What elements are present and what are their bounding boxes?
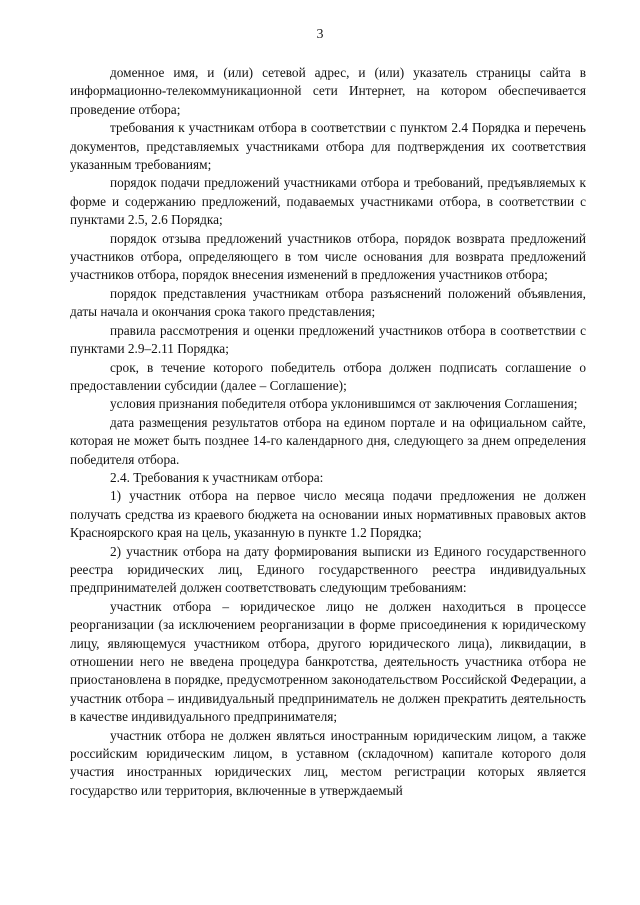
paragraph: порядок подачи предложений участниками отбора и требований, предъявляемых к форме и содержанию предложений, подаваемых участниками отбора, в соответствии с пунктами 2.5, 2.6 Порядка; — [70, 175, 586, 228]
page-number: 3 — [316, 27, 324, 42]
paragraph: условия признания победителя отбора уклонившимся от заключения Соглашения; — [110, 396, 578, 412]
paragraph: доменное имя, и (или) сетевой адрес, и (или) указатель страницы сайта в информационно-телекоммуникационной сети Интернет, на котором обеспечивается проведение отбора; — [70, 65, 586, 117]
paragraph: участник отбора не должен являться иностранным юридическим лицом, а также российским юридическим лицом, в уставном (складочном) капитале которого доля участия иностранных юридических лиц, местом регистрации которых является государство или территория, включенные в утверждаемый — [70, 727, 586, 798]
paragraph: срок, в течение которого победитель отбора должен подписать соглашение о предоставлении субсидии (далее – Соглашение); — [70, 359, 586, 393]
paragraph: 2) участник отбора на дату формирования выписки из Единого государственного реестра юридических лиц, Единого государственного реестра индивидуальных предпринимателей должен соответствовать следующим требованиям: — [70, 543, 586, 596]
paragraph: участник отбора – юридическое лицо не должен находиться в процессе реорганизации (за исключением реорганизации в форме присоединения к юридическому лицу, являющемуся участником отбора, другого юридического лица), ликвидации, в отношении него не введена процедура банкротства, деятельность участника отбора не приостановлена в порядке, предусмотренном законодательством Российской Федерации, а участник отбора – индивидуальный предприниматель не должен прекратить деятельность в качестве индивидуального предпринимателя; — [70, 598, 586, 725]
paragraph: требования к участникам отбора в соответствии с пунктом 2.4 Порядка и перечень документов, представляемых участниками отбора для подтверждения их соответствия указанным требованиям; — [70, 120, 586, 173]
paragraph: правила рассмотрения и оценки предложений участников отбора в соответствии с пунктами 2.9–2.11 Порядка; — [70, 322, 586, 357]
paragraph: дата размещения результатов отбора на едином портале и на официальном сайте, которая не может быть позднее 14-го календарного дня, следующего за днем определения победителя отбора. — [70, 414, 586, 467]
document-body — [70, 64, 586, 800]
paragraph: 1) участник отбора на первое число месяца подачи предложения не должен получать средства из краевого бюджета на основании иных нормативных правовых актов Красноярского края на цель, указанную в пункте 1.2 Порядка; — [70, 488, 586, 541]
paragraph: порядок отзыва предложений участников отбора, порядок возврата предложений участников отбора, определяющего в том числе основания для возврата предложений участников отбора, порядок внесения изменений в предложения участников отбора; — [70, 230, 586, 283]
section-heading: 2.4. Требования к участникам отбора: — [110, 469, 324, 485]
paragraph: порядок представления участникам отбора разъяснений положений объявления, даты начала и окончания срока такого представления; — [70, 285, 586, 320]
